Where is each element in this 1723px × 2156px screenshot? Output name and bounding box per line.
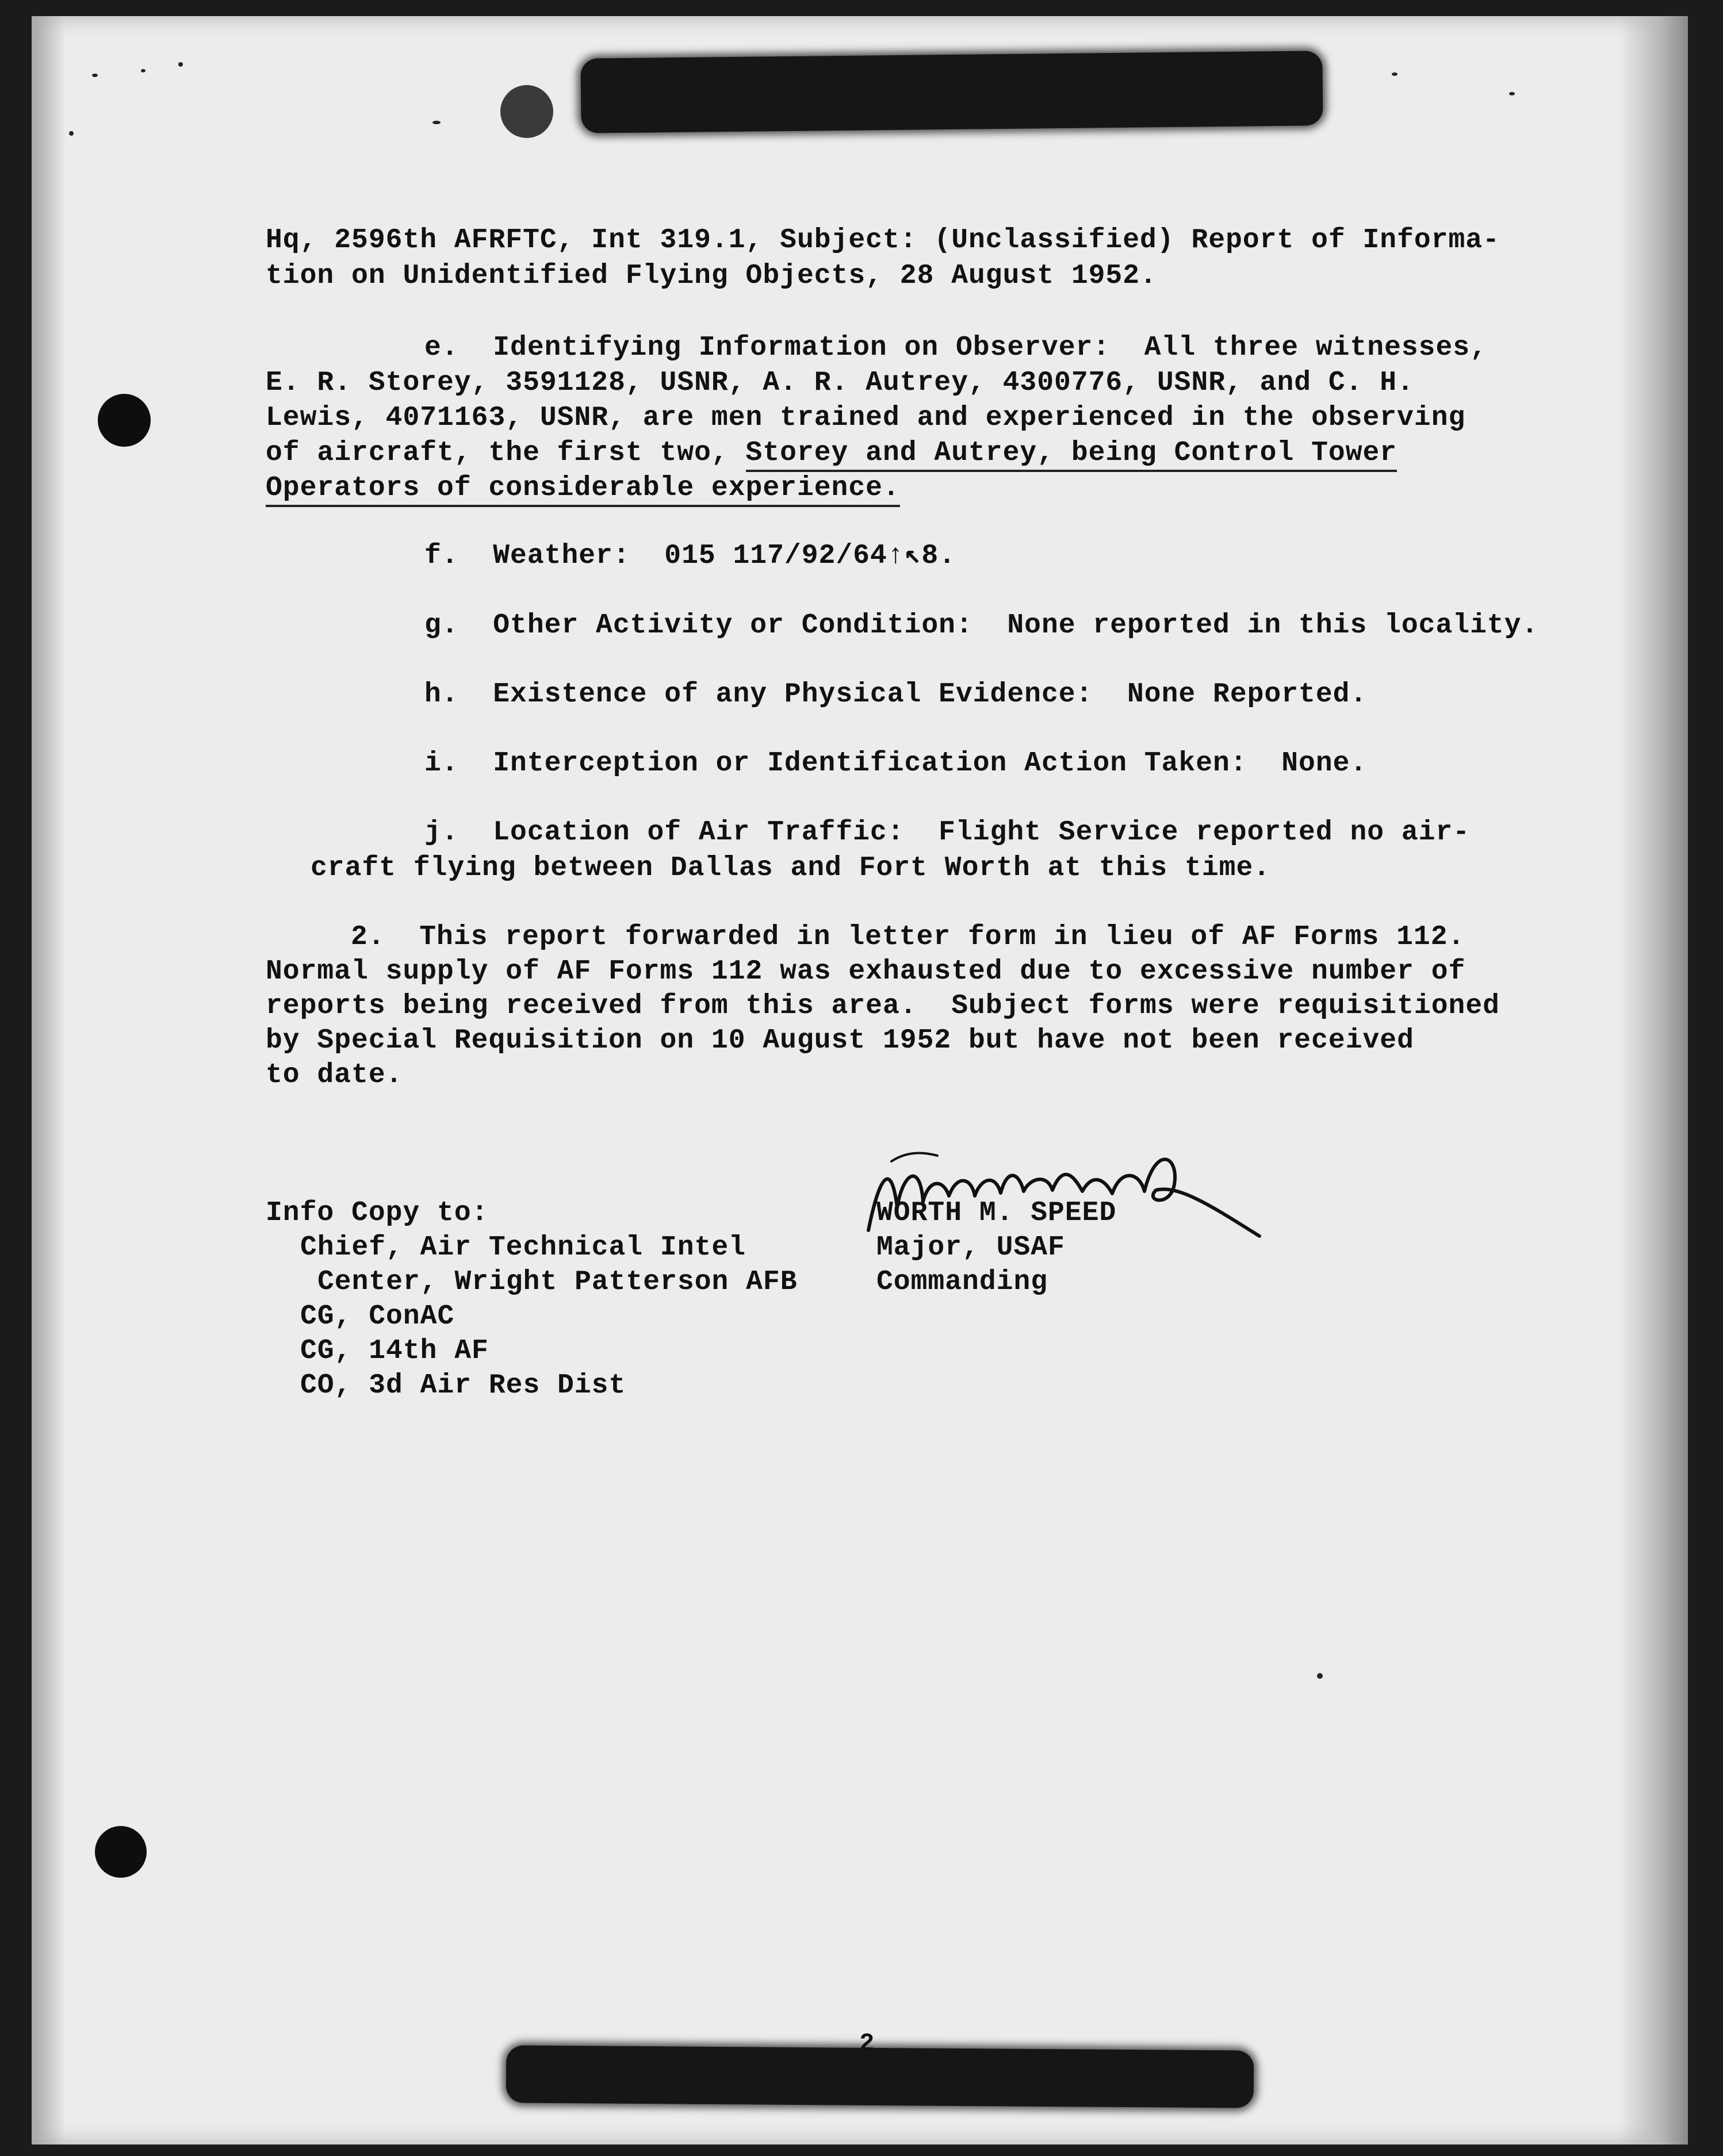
- item-e-line-2: E. R. Storey, 3591128, USNR, A. R. Autrey, 4300776, USNR, and C. H.: [266, 367, 1414, 398]
- signer-rank: Major, USAF: [876, 1232, 1065, 1263]
- para2-line-2: Normal supply of AF Forms 112 was exhausted due to excessive number of: [266, 956, 1466, 987]
- para2-line-4: by Special Requisition on 10 August 1952 but have not been received: [266, 1025, 1414, 1056]
- redaction-bar-bottom: [506, 2045, 1254, 2108]
- scan-speck: [92, 74, 98, 77]
- scan-edge-right: [1619, 16, 1688, 2145]
- underlined-text: Operators of considerable experience.: [266, 473, 900, 507]
- info-copy-line-1: Chief, Air Technical Intel: [300, 1232, 746, 1263]
- signer-name: WORTH M. SPEED: [876, 1198, 1117, 1229]
- item-f: f. Weather: 015 117/92/64↑↖8.: [424, 540, 956, 571]
- scan-speck: [178, 62, 183, 67]
- header-line-2: tion on Unidentified Flying Objects, 28 August 1952.: [266, 260, 1157, 291]
- underlined-text: Storey and Autrey, being Control Tower: [746, 438, 1397, 472]
- scan-edge-left: [32, 16, 66, 2145]
- scan-speck: [1509, 92, 1515, 95]
- item-e-line-1: e. Identifying Information on Observer: All three witnesses,: [424, 332, 1487, 363]
- item-i: i. Interception or Identification Action Taken: None.: [424, 748, 1368, 779]
- scan-speck: [1317, 1673, 1323, 1679]
- item-j-line-2: craft flying between Dallas and Fort Worth at this time.: [311, 853, 1271, 884]
- item-h: h. Existence of any Physical Evidence: None Reported.: [424, 679, 1368, 710]
- punch-hole: [95, 1826, 147, 1878]
- item-e-line-4-text: of aircraft, the first two,: [266, 438, 746, 469]
- page-number: 2: [859, 2030, 875, 2058]
- item-e-line-5: [266, 471, 900, 505]
- scan-speck: [432, 121, 441, 124]
- info-copy-line-2: Center, Wright Patterson AFB: [317, 1267, 798, 1298]
- item-j-line-1: j. Location of Air Traffic: Flight Service reported no air-: [424, 817, 1471, 848]
- scan-speck: [69, 131, 74, 136]
- punch-hole: [500, 85, 553, 138]
- item-e-line-3: Lewis, 4071163, USNR, are men trained and experienced in the observing: [266, 402, 1466, 433]
- scan-speck: [141, 69, 146, 72]
- info-copy-line-3: CG, ConAC: [300, 1301, 455, 1332]
- item-e-line-4: [266, 436, 1397, 470]
- para2-line-1: 2. This report forwarded in letter form in lieu of AF Forms 112.: [351, 922, 1465, 953]
- redaction-bar-top: [580, 51, 1323, 133]
- para2-line-5: to date.: [266, 1060, 403, 1091]
- info-copy-heading: Info Copy to:: [266, 1198, 489, 1229]
- para2-line-3: reports being received from this area. Subject forms were requisitioned: [266, 991, 1500, 1022]
- punch-hole: [98, 394, 151, 447]
- header-line-1: Hq, 2596th AFRFTC, Int 319.1, Subject: (Unclassified) Report of Informa-: [266, 225, 1500, 256]
- scan-speck: [1392, 72, 1397, 76]
- signer-role: Commanding: [876, 1267, 1048, 1298]
- item-g: g. Other Activity or Condition: None reported in this locality.: [424, 610, 1539, 641]
- info-copy-line-5: CO, 3d Air Res Dist: [300, 1370, 626, 1401]
- info-copy-line-4: CG, 14th AF: [300, 1336, 489, 1367]
